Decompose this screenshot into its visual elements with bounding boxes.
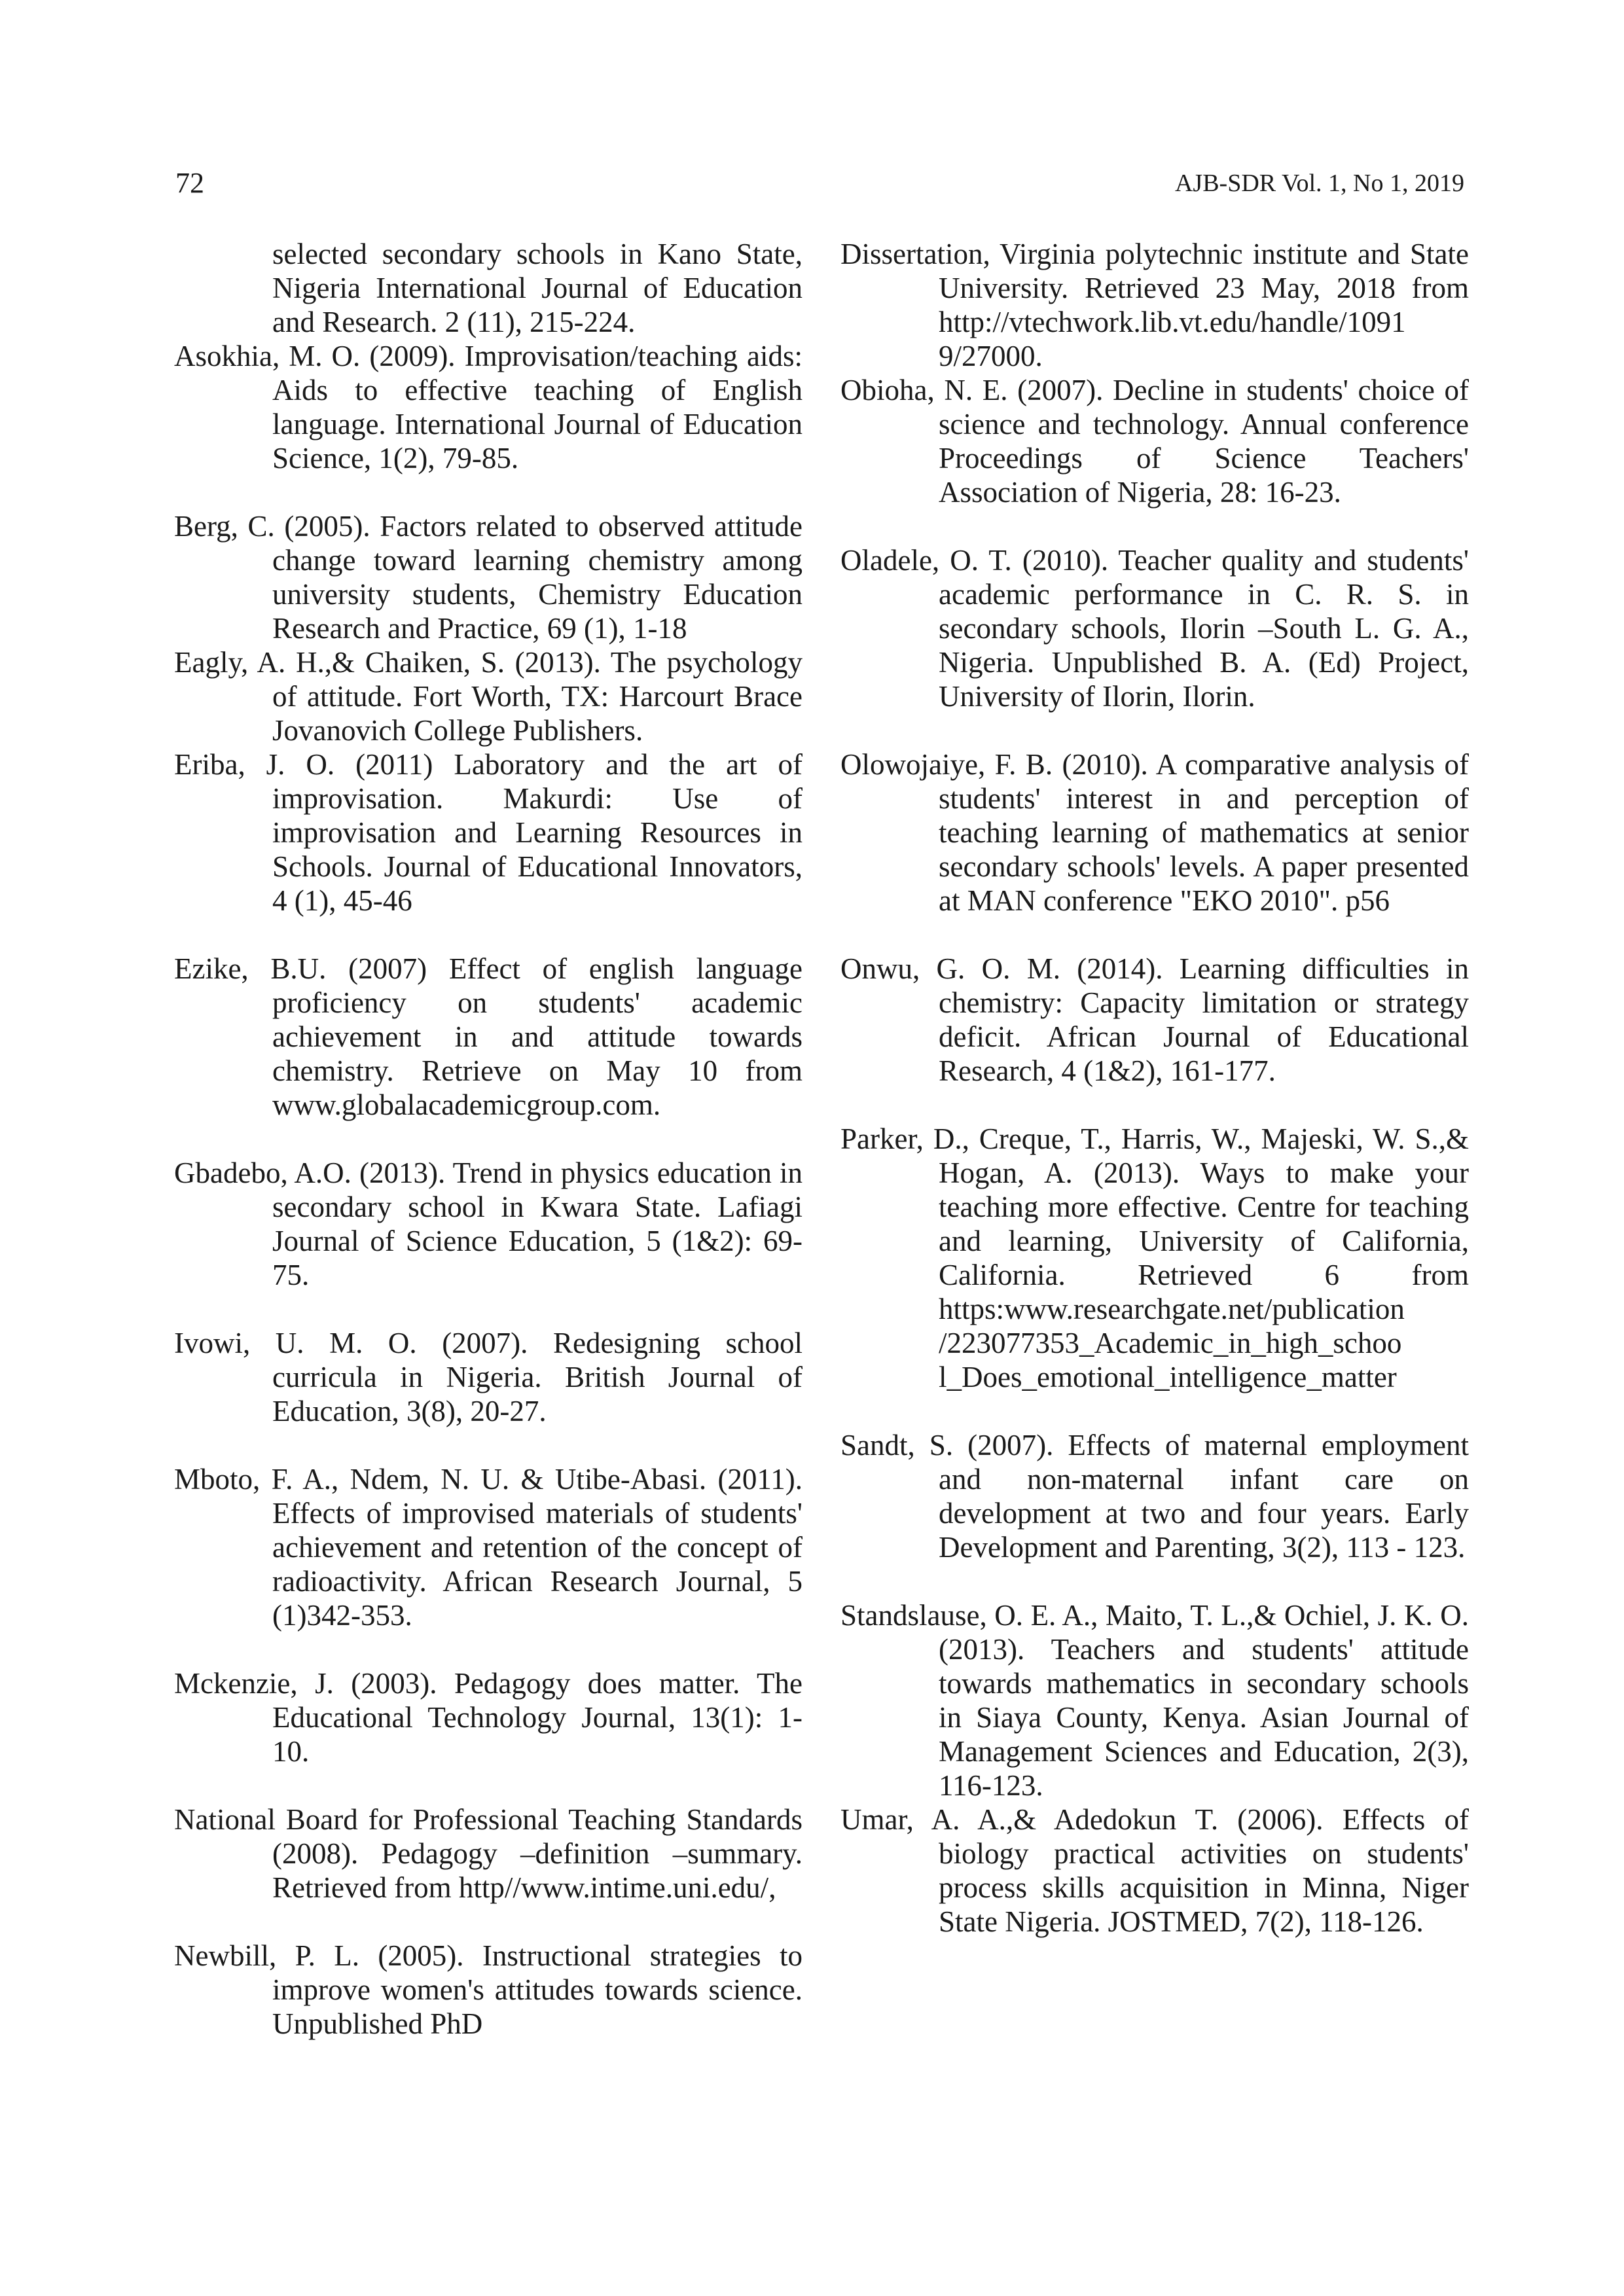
- reference-ivowi: Ivowi, U. M. O. (2007). Redesigning school curricula in Nigeria. British Journal of Education, 3(8), 20-27.: [174, 1327, 803, 1427]
- reference-mckenzie: Mckenzie, J. (2003). Pedagogy does matter. The Educational Technology Journal, 13(1): 1-10.: [174, 1667, 803, 1768]
- reference-parker: Parker, D., Creque, T., Harris, W., Majeski, W. S.,& Hogan, A. (2013). Ways to make your teaching more effective. Centre for teaching and learning, University of California, California. Retrieved 6 from https:www.researchgate.net/publication /223077353_Academic_in_high_schoo l_Does_emotional_intelligence_matter: [840, 1122, 1469, 1393]
- reference-continuation: selected secondary schools in Kano State, Nigeria International Journal of Education and Research. 2 (11), 215-224.: [272, 238, 803, 338]
- references-left-column: [174, 237, 803, 2041]
- reference-gbadebo: Gbadebo, A.O. (2013). Trend in physics education in secondary school in Kwara State. Lafiagi Journal of Science Education, 5 (1&2): 69-75.: [174, 1157, 803, 1291]
- reference-berg: Berg, C. (2005). Factors related to observed attitude change toward learning chemistry among university students, Chemistry Education Research and Practice, 69 (1), 1-18: [174, 510, 803, 645]
- reference-ezike: Ezike, B.U. (2007) Effect of english language proficiency on students' academic achievement in and attitude towards chemistry. Retrieve on May 10 from www.globalacademicgroup.com.: [174, 952, 803, 1121]
- reference-newbill: Newbill, P. L. (2005). Instructional strategies to improve women's attitudes towards science. Unpublished PhD: [174, 1939, 803, 2040]
- reference-obioha: Obioha, N. E. (2007). Decline in students' choice of science and technology. Annual conference Proceedings of Science Teachers' Association of Nigeria, 28: 16-23.: [840, 374, 1469, 509]
- journal-running-head: AJB-SDR Vol. 1, No 1, 2019: [1174, 170, 1464, 197]
- reference-eagly: Eagly, A. H.,& Chaiken, S. (2013). The psychology of attitude. Fort Worth, TX: Harcourt Brace Jovanovich College Publishers.: [174, 646, 803, 747]
- reference-umar: Umar, A. A.,& Adedokun T. (2006). Effects of biology practical activities on students' process skills acquisition in Minna, Niger State Nigeria. JOSTMED, 7(2), 118-126.: [840, 1803, 1469, 1938]
- reference-standslause: Standslause, O. E. A., Maito, T. L.,& Ochiel, J. K. O. (2013). Teachers and students' attitude towards mathematics in secondary schools in Siaya County, Kenya. Asian Journal of Management Sciences and Education, 2(3), 116-123.: [840, 1599, 1469, 1802]
- reference-oladele: Oladele, O. T. (2010). Teacher quality and students' academic performance in C. R. S. in secondary schools, Ilorin –South L. G. A., Nigeria. Unpublished B. A. (Ed) Project, University of Ilorin, Ilorin.: [840, 544, 1469, 713]
- reference-newbill-continuation: Dissertation, Virginia polytechnic institute and State University. Retrieved 23 May, 2018 from http://vtechwork.lib.vt.edu/handle/1091 9/27000.: [840, 238, 1469, 372]
- reference-mboto: Mboto, F. A., Ndem, N. U. & Utibe-Abasi. (2011). Effects of improvised materials of students' achievement and retention of the concept of radioactivity. African Research Journal, 5 (1)342-353.: [174, 1463, 803, 1632]
- reference-onwu: Onwu, G. O. M. (2014). Learning difficulties in chemistry: Capacity limitation or strategy deficit. African Journal of Educational Research, 4 (1&2), 161-177.: [840, 952, 1469, 1087]
- reference-nbpts: National Board for Professional Teaching Standards (2008). Pedagogy –definition –summary. Retrieved from http//www.intime.uni.edu/,: [174, 1803, 803, 1904]
- page-number: 72: [175, 167, 204, 199]
- reference-olowojaiye: Olowojaiye, F. B. (2010). A comparative analysis of students' interest in and perception of teaching learning of mathematics at senior secondary schools' levels. A paper presented at MAN conference "EKO 2010". p56: [840, 748, 1469, 917]
- reference-eriba: Eriba, J. O. (2011) Laboratory and the art of improvisation. Makurdi: Use of improvisation and Learning Resources in Schools. Journal of Educational Innovators, 4 (1), 45-46: [174, 748, 803, 917]
- reference-sandt: Sandt, S. (2007). Effects of maternal employment and non-maternal infant care on development at two and four years. Early Development and Parenting, 3(2), 113 - 123.: [840, 1429, 1469, 1564]
- reference-asokhia: Asokhia, M. O. (2009). Improvisation/teaching aids: Aids to effective teaching of English language. International Journal of Education Science, 1(2), 79-85.: [174, 340, 803, 475]
- references-right-column: [840, 237, 1469, 1939]
